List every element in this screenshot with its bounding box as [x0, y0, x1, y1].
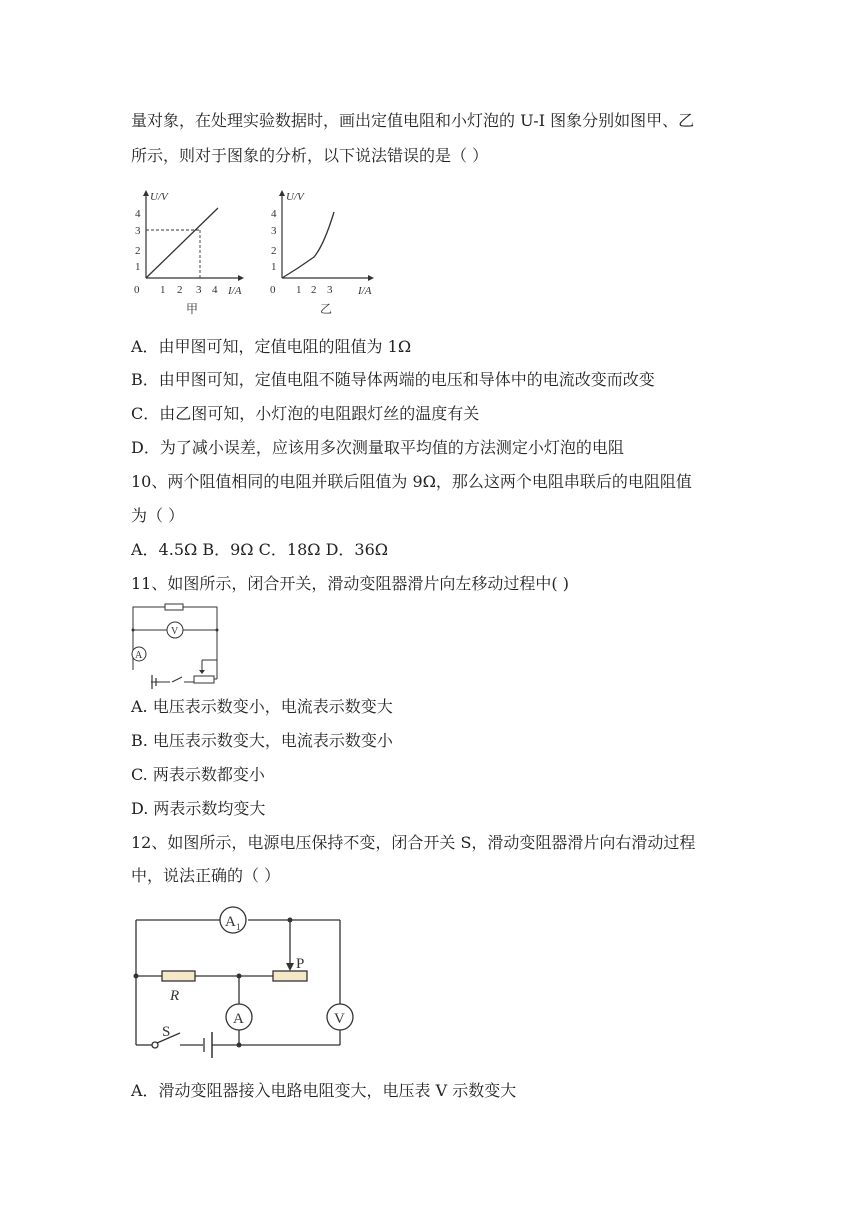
ammeter-a-label: A [233, 1011, 244, 1027]
question-text-line-1: 量对象，在处理实验数据时，画出定值电阻和小灯泡的 U-I 图象分别如图甲、乙 [131, 111, 695, 130]
q9-option-d: D．为了减小误差，应该用多次测量取平均值的方法测定小灯泡的电阻 [131, 438, 624, 457]
x-tick: 3 [327, 284, 333, 296]
q11-option-a: A. 电压表示数变小，电流表示数变大 [131, 697, 393, 716]
resistor-label-r: R [170, 988, 180, 1004]
x-tick: 1 [296, 284, 302, 296]
q10-stem-line-1: 10、两个阻值相同的电阻并联后阻值为 9Ω，那么这两个电阻串联后的电阻阻值 [131, 472, 692, 491]
q12-stem-line-1: 12、如图所示，电源电压保持不变，闭合开关 S，滑动变阻器滑片向右滑动过程 [131, 833, 696, 852]
q11-option-c: C. 两表示数都变小 [131, 765, 265, 784]
y-tick: 4 [271, 208, 277, 220]
q11-stem: 11、如图所示，闭合开关，滑动变阻器滑片向左移动过程中( ) [131, 574, 569, 593]
voltmeter-label: V [171, 626, 179, 637]
origin-label: 0 [270, 284, 276, 296]
y-tick: 1 [271, 261, 277, 273]
question-text-line-2: 所示，则对于图象的分析，以下说法错误的是（ ） [131, 146, 489, 165]
origin-label: 0 [134, 284, 140, 296]
x-tick: 3 [196, 284, 202, 296]
y-tick: 1 [135, 261, 141, 273]
x-tick: 2 [177, 284, 183, 296]
ammeter-a1-label: A [225, 914, 236, 930]
y-tick: 2 [135, 245, 141, 257]
q11-option-d: D. 两表示数均变大 [131, 799, 266, 818]
q10-stem-line-2: 为（ ） [131, 506, 185, 525]
x-tick: 2 [311, 284, 317, 296]
q9-option-b: B．由甲图可知，定值电阻不随导体两端的电压和导体中的电流改变而改变 [131, 370, 655, 389]
q9-option-a: A．由甲图可知，定值电阻的阻值为 1Ω [131, 337, 412, 356]
y-tick: 3 [271, 225, 277, 237]
voltmeter-label: V [334, 1011, 345, 1027]
ylabel: U/V [286, 191, 304, 203]
ammeter-a1-subscript: 1 [236, 922, 241, 932]
circuit-diagram-q12 [120, 900, 370, 1060]
ylabel: U/V [150, 191, 168, 203]
y-tick: 4 [135, 208, 141, 220]
graph-jia [128, 190, 253, 320]
x-tick: 4 [212, 284, 218, 296]
q12-stem-line-2: 中，说法正确的（ ） [131, 866, 281, 885]
graph-yi [264, 190, 389, 320]
x-tick: 1 [160, 284, 166, 296]
q9-option-c: C．由乙图可知，小灯泡的电阻跟灯丝的温度有关 [131, 404, 480, 423]
xlabel: I/A [358, 285, 372, 297]
ammeter-label: A [135, 650, 143, 661]
graph-caption: 乙 [320, 302, 333, 316]
slider-label-p: P [296, 956, 305, 972]
graph-caption: 甲 [186, 302, 199, 316]
circuit-diagram-q11 [128, 602, 228, 690]
y-tick: 2 [271, 245, 277, 257]
y-tick: 3 [135, 225, 141, 237]
q11-option-b: B. 电压表示数变大，电流表示数变小 [131, 731, 393, 750]
q12-option-a: A．滑动变阻器接入电路电阻变大，电压表 V 示数变大 [131, 1081, 517, 1100]
switch-label-s: S [162, 1024, 171, 1040]
q10-options: A．4.5Ω B．9Ω C．18Ω D．36Ω [131, 540, 389, 559]
xlabel: I/A [228, 285, 242, 297]
